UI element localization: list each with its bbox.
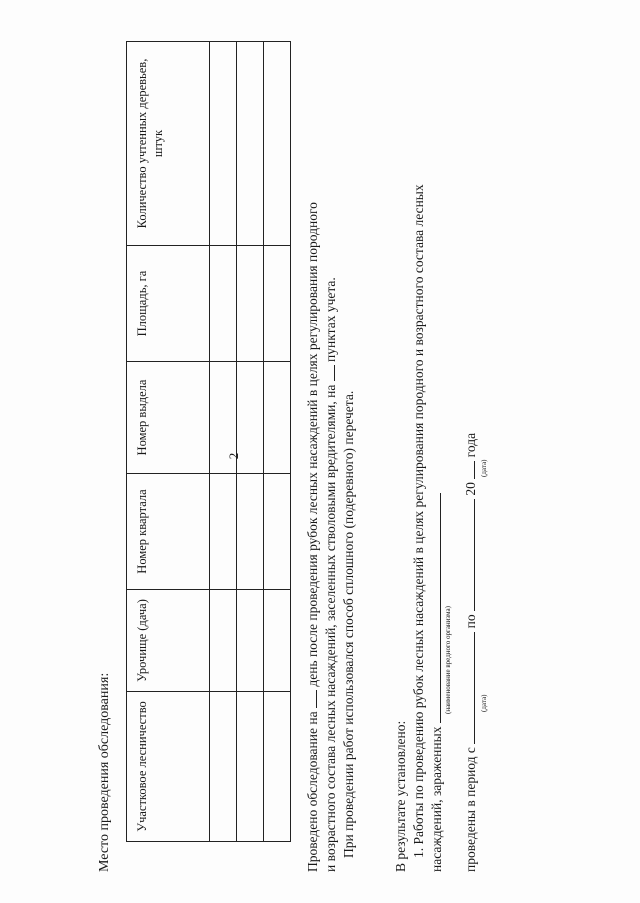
result-line-2 <box>428 34 446 872</box>
paragraph-text: и возрастного состава лесных насаждений, заселенных стволовыми вредителями, на <box>323 384 338 872</box>
table-cell <box>264 362 291 474</box>
header-tree-count: Количество учтенных деревьев, штук <box>127 42 210 246</box>
table-cell <box>210 474 237 590</box>
table-cell <box>264 246 291 362</box>
table-cell <box>237 362 264 474</box>
table-cell <box>264 590 291 692</box>
survey-paragraph-line-1 <box>304 34 322 872</box>
table-cell <box>237 474 264 590</box>
table-cell <box>237 692 264 842</box>
result-text: по <box>463 614 478 629</box>
header-allotment: Номер выдела <box>127 362 210 474</box>
result-text: 20 <box>463 482 478 496</box>
page-number: 2 <box>226 452 241 460</box>
organism-blank <box>428 493 441 723</box>
table-cell <box>210 42 237 246</box>
survey-table <box>126 41 291 842</box>
survey-paragraph-line-3: При проведении работ использовался способ сплошного (подеревного) перечета. <box>341 390 356 858</box>
table-row <box>264 42 291 842</box>
table-cell <box>237 42 264 246</box>
result-title: В результате установлено: <box>393 720 408 872</box>
table-cell <box>210 590 237 692</box>
paragraph-text: пунктах учета. <box>323 277 338 362</box>
rotated-content <box>96 34 536 872</box>
paragraph-text: Проведено обследование на <box>305 711 320 872</box>
table-cell <box>264 692 291 842</box>
table-row <box>237 42 264 842</box>
result-text: проведены в период с <box>463 747 478 872</box>
survey-paragraph-line-2 <box>322 34 340 872</box>
place-title: Место проведения обследования: <box>97 672 112 872</box>
header-tract: Урочище (дача) <box>127 590 210 692</box>
result-text: насаждений, зараженных <box>429 726 444 872</box>
header-quarter: Номер квартала <box>127 474 210 590</box>
organism-sublabel: (наименование вредного организма) <box>444 606 452 714</box>
date-to-sublabel: (дата) <box>480 459 488 477</box>
table-cell <box>210 362 237 474</box>
table-cell <box>210 692 237 842</box>
table-cell <box>237 246 264 362</box>
year-blank <box>462 461 475 479</box>
result-line-1: 1. Работы по проведению рубок лесных насаждений в целях регулирования породного и возрастного состава лесных <box>411 184 426 858</box>
table-header-row <box>127 42 210 842</box>
date-from-sublabel: (дата) <box>480 694 488 712</box>
points-blank <box>322 365 335 381</box>
result-line-3 <box>462 34 480 872</box>
table-cell <box>264 42 291 246</box>
header-area: Площадь, га <box>127 246 210 362</box>
paragraph-text: день после проведения рубок лесных насаждений в целях регулирования породного <box>305 202 320 687</box>
header-forestry: Участковое лесничество <box>127 692 210 842</box>
days-blank <box>304 690 317 708</box>
table-cell <box>237 590 264 692</box>
date-to-blank <box>462 499 475 611</box>
result-text: года <box>463 432 478 458</box>
date-from-blank <box>462 632 475 744</box>
table-row <box>210 42 237 842</box>
table-cell <box>210 246 237 362</box>
table-cell <box>264 474 291 590</box>
